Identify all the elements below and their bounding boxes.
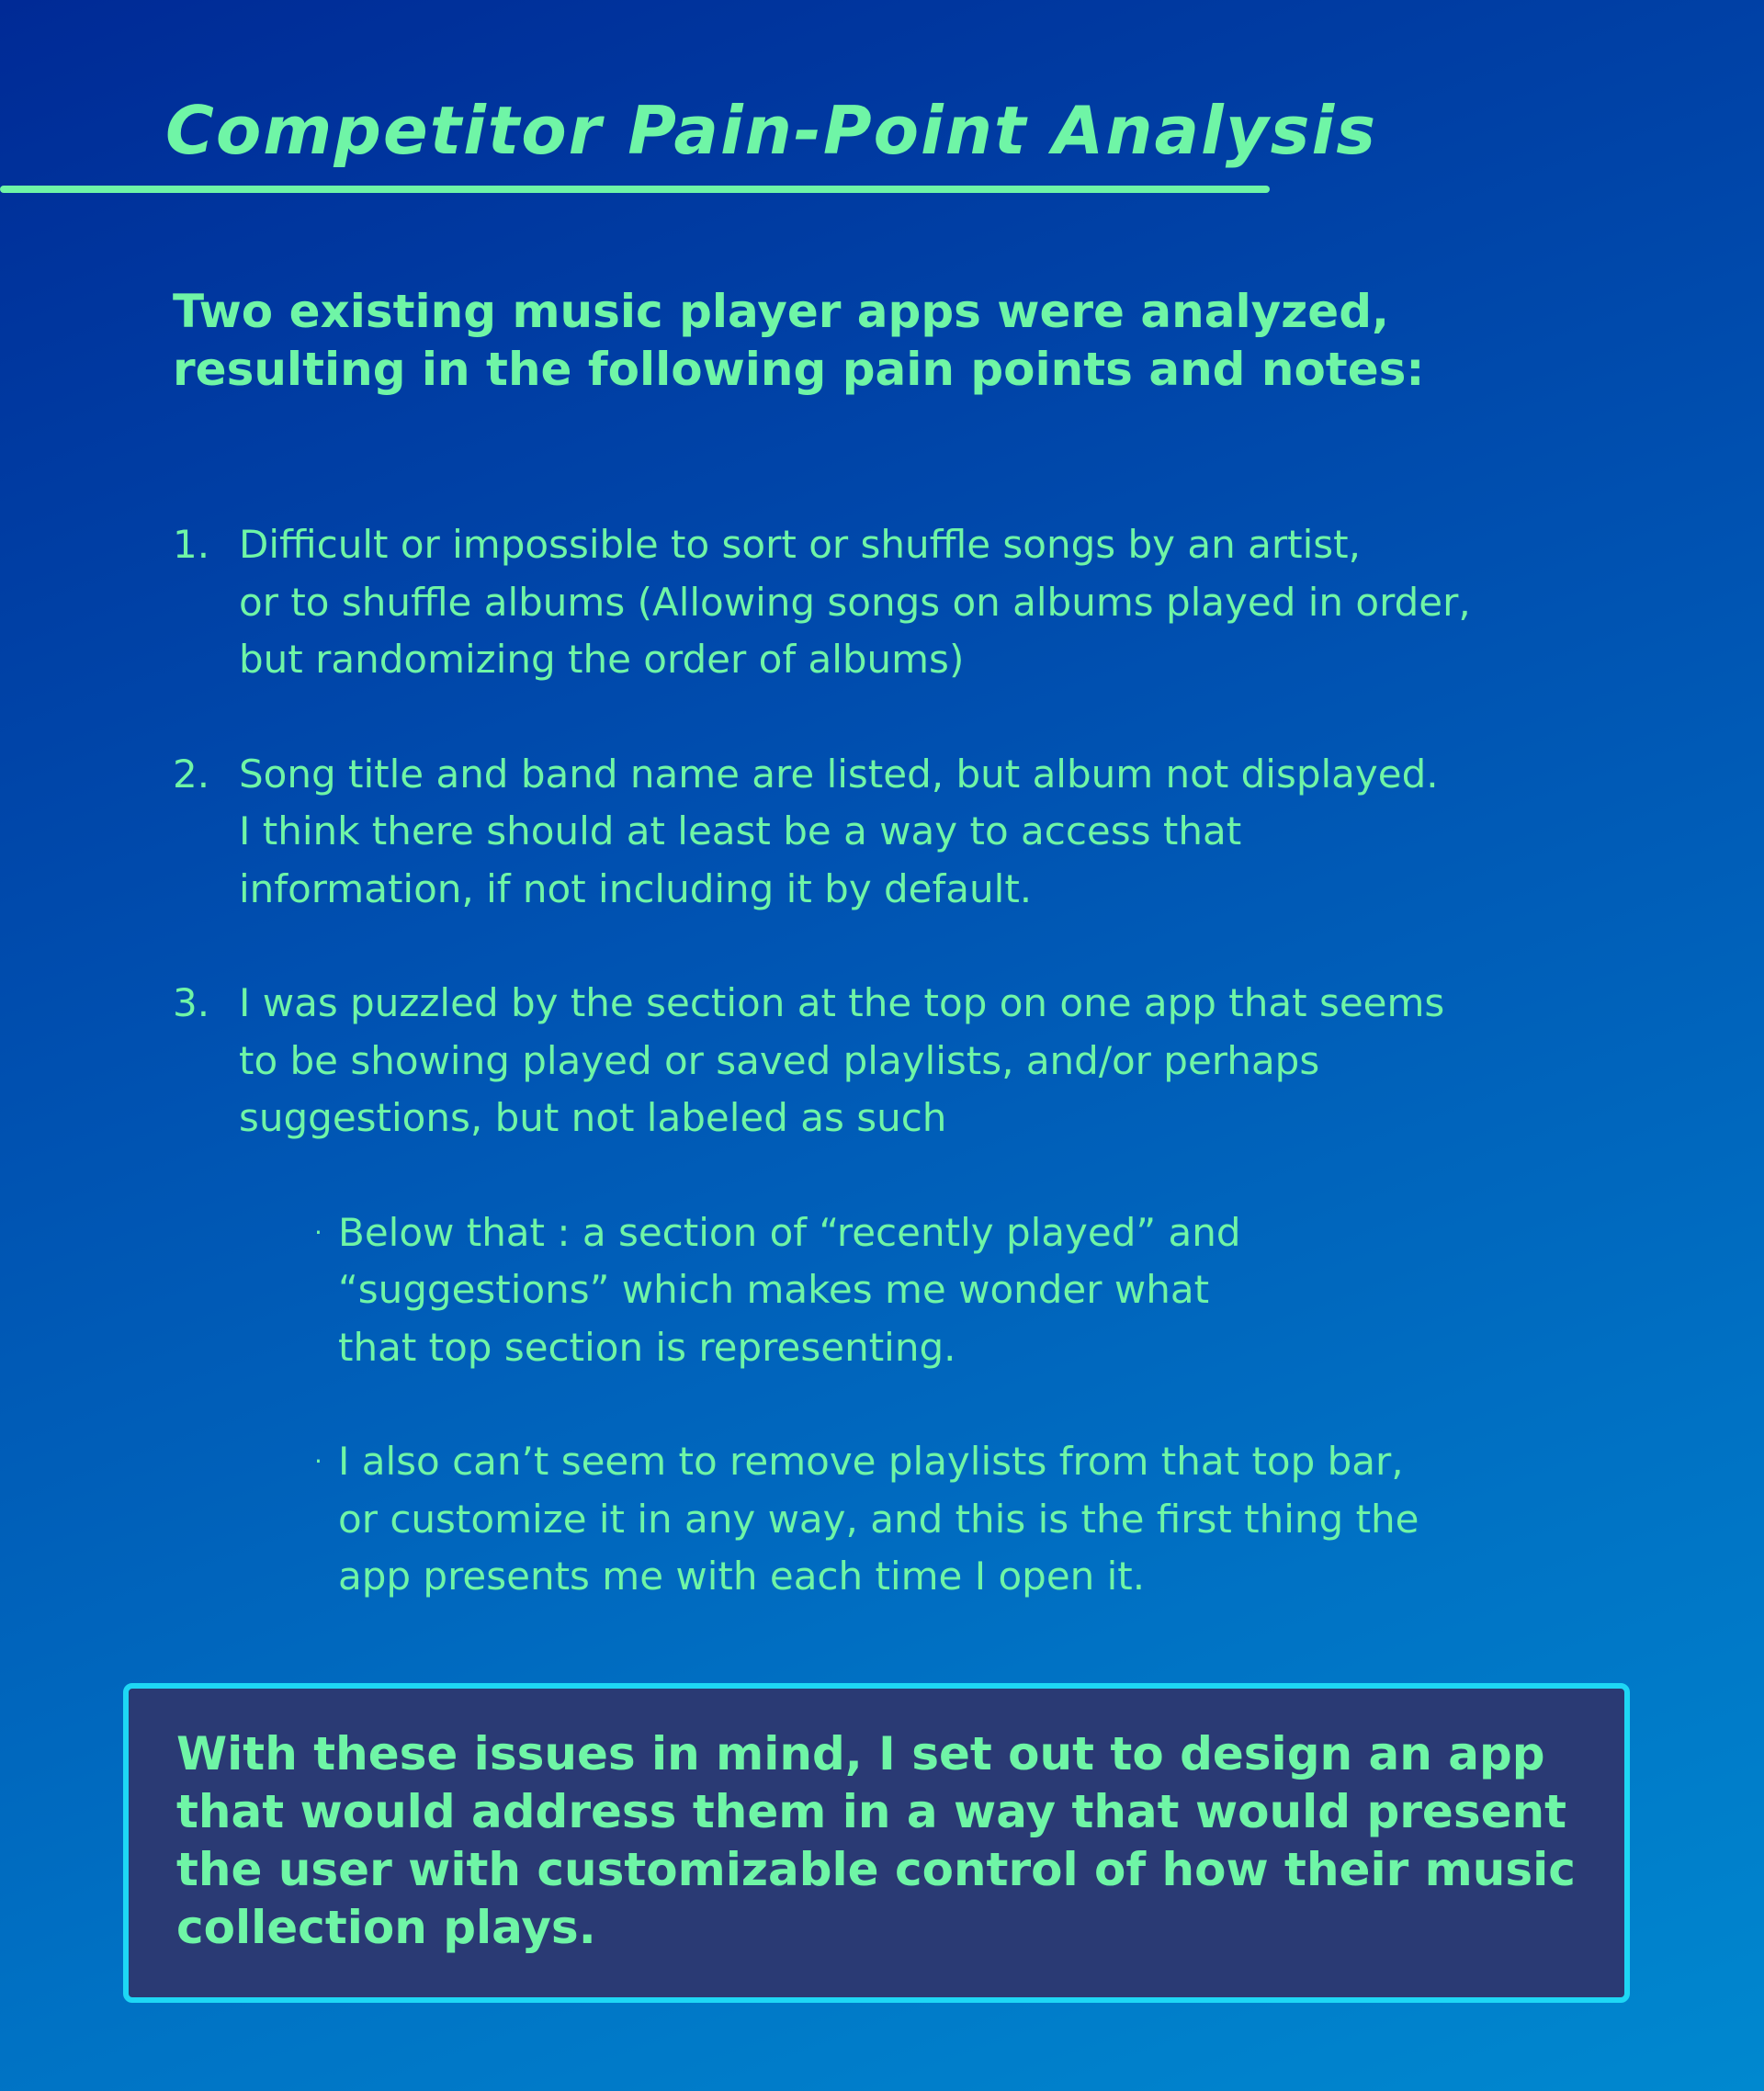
- summary-line: With these issues in mind, I set out to design an app: [176, 1727, 1545, 1780]
- pain-point-item: [173, 746, 1606, 919]
- pain-point-line: Difficult or impossible to sort or shuffle songs by an artist,: [239, 522, 1361, 567]
- pain-point-item: [173, 516, 1606, 689]
- pain-point-line: I was puzzled by the section at the top on one app that seems: [239, 980, 1445, 1025]
- pain-point-line: information, if not including it by default.: [239, 865, 1033, 911]
- pain-point-line: but randomizing the order of albums): [239, 637, 965, 682]
- sub-point-line: I also can’t seem to remove playlists from that top bar,: [338, 1439, 1404, 1484]
- sub-point-item: [239, 1433, 1606, 1606]
- sub-point-line: that top section is representing.: [338, 1324, 956, 1370]
- bullet-icon: ·: [314, 1216, 322, 1248]
- pain-point-list: [173, 516, 1606, 1663]
- summary-line: that would address them in a way that would present: [176, 1785, 1566, 1838]
- title-underline: [0, 186, 1270, 193]
- summary-paragraph: [176, 1725, 1624, 1957]
- pain-point-line: Song title and band name are listed, but album not displayed.: [239, 751, 1439, 797]
- page-title: Competitor Pain-Point Analysis: [165, 92, 1378, 169]
- pain-point-line: to be showing played or saved playlists, and/or perhaps: [239, 1037, 1320, 1083]
- pain-point-line: suggestions, but not labeled as such: [239, 1095, 947, 1140]
- sub-point-line: Below that : a section of “recently played” and: [338, 1209, 1241, 1255]
- pain-point-line: I think there should at least be a way to access that: [239, 808, 1242, 853]
- summary-line: collection plays.: [176, 1901, 596, 1954]
- sub-point-list: [239, 1204, 1606, 1606]
- intro-line: resulting in the following pain points and notes:: [173, 343, 1425, 396]
- pain-point-line: or to shuffle albums (Allowing songs on albums played in order,: [239, 579, 1471, 625]
- sub-point-line: or customize it in any way, and this is the first thing the: [338, 1496, 1419, 1542]
- list-number: 3.: [173, 980, 210, 1025]
- list-number: 1.: [173, 522, 210, 567]
- summary-line: the user with customizable control of how their music: [176, 1843, 1576, 1896]
- sub-point-line: “suggestions” which makes me wonder what: [338, 1267, 1210, 1312]
- summary-box: [123, 1683, 1630, 2003]
- sub-point-item: [239, 1204, 1606, 1377]
- intro-line: Two existing music player apps were analyzed,: [173, 285, 1389, 338]
- pain-point-item: [173, 975, 1606, 1606]
- list-number: 2.: [173, 751, 210, 797]
- bullet-icon: ·: [314, 1446, 322, 1476]
- intro-paragraph: [173, 283, 1606, 399]
- sub-point-line: app presents me with each time I open it.: [338, 1554, 1146, 1599]
